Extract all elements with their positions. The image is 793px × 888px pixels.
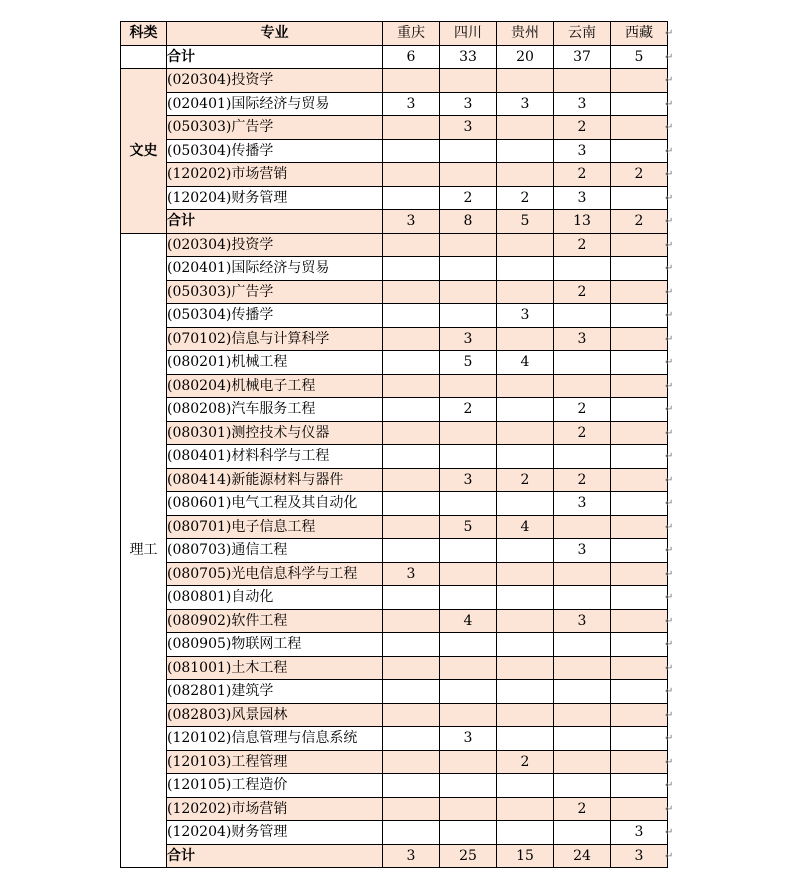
quota-value xyxy=(383,233,440,257)
table-row xyxy=(121,609,668,633)
table-row xyxy=(121,304,668,328)
group-total-value: 8 xyxy=(440,210,497,234)
quota-value xyxy=(383,186,440,210)
quota-value: 2 xyxy=(554,398,611,422)
quota-value xyxy=(497,609,554,633)
grand-total-row xyxy=(121,45,668,69)
paragraph-mark-icon: ↵ xyxy=(665,474,674,486)
header-province: 重庆 xyxy=(383,22,440,46)
quota-value: 3 xyxy=(554,492,611,516)
major-name: (020401)国际经济与贸易 xyxy=(167,257,383,281)
quota-value xyxy=(611,304,668,328)
grand-total-value: 6 xyxy=(383,45,440,69)
major-name: (080801)自动化 xyxy=(167,586,383,610)
quota-value xyxy=(383,280,440,304)
header-province: 云南 xyxy=(554,22,611,46)
quota-value xyxy=(611,257,668,281)
group-total-value: 3 xyxy=(611,844,668,868)
paragraph-mark-icon: ↵ xyxy=(665,286,674,298)
quota-value: 2 xyxy=(554,116,611,140)
quota-value xyxy=(383,492,440,516)
table-row xyxy=(121,421,668,445)
quota-value xyxy=(440,797,497,821)
quota-value: 2 xyxy=(554,233,611,257)
paragraph-mark-icon: ↵ xyxy=(665,827,674,838)
major-name: (081001)土木工程 xyxy=(167,656,383,680)
major-name: (120202)市场营销 xyxy=(167,797,383,821)
paragraph-mark-icon: ↵ xyxy=(665,615,674,627)
quota-value xyxy=(440,821,497,845)
quota-value xyxy=(440,586,497,610)
major-name: (050303)广告学 xyxy=(167,280,383,304)
quota-value xyxy=(383,821,440,845)
quota-value xyxy=(611,797,668,821)
table-row xyxy=(121,374,668,398)
quota-value xyxy=(611,492,668,516)
quota-value xyxy=(497,797,554,821)
table-row xyxy=(121,257,668,281)
quota-value xyxy=(497,633,554,657)
major-name: (082803)风景园林 xyxy=(167,703,383,727)
category-cell: 文史 xyxy=(121,69,167,234)
quota-value xyxy=(554,727,611,751)
quota-value xyxy=(611,539,668,563)
quota-value xyxy=(497,492,554,516)
header-province: 四川 xyxy=(440,22,497,46)
paragraph-mark-icon: ↵ xyxy=(665,192,674,204)
paragraph-mark-icon: ↵ xyxy=(665,545,674,556)
major-name: (120204)财务管理 xyxy=(167,186,383,210)
header-province: 贵州 xyxy=(497,22,554,46)
quota-value xyxy=(611,233,668,257)
quota-value: 2 xyxy=(554,163,611,187)
paragraph-mark-icon: ↵ xyxy=(665,28,674,39)
quota-value xyxy=(383,327,440,351)
major-name: (120102)信息管理与信息系统 xyxy=(167,727,383,751)
paragraph-mark-icon: ↵ xyxy=(665,427,674,439)
table-row xyxy=(121,445,668,469)
paragraph-mark-icon: ↵ xyxy=(665,803,674,815)
paragraph-mark-icon: ↵ xyxy=(665,756,674,768)
quota-value xyxy=(497,539,554,563)
quota-value: 4 xyxy=(497,515,554,539)
quota-value: 2 xyxy=(497,186,554,210)
paragraph-mark-icon: ↵ xyxy=(665,239,674,251)
empty-category-cell xyxy=(121,45,167,69)
table-row xyxy=(121,774,668,798)
paragraph-mark-icon: ↵ xyxy=(665,709,674,721)
grand-total-value: 20 xyxy=(497,45,554,69)
quota-value xyxy=(611,398,668,422)
paragraph-mark-icon: ↵ xyxy=(665,686,674,697)
quota-value xyxy=(440,139,497,163)
quota-value xyxy=(383,304,440,328)
major-name: (050304)传播学 xyxy=(167,139,383,163)
table-row xyxy=(121,586,668,610)
quota-value xyxy=(383,421,440,445)
quota-value xyxy=(554,562,611,586)
major-name: (070102)信息与计算科学 xyxy=(167,327,383,351)
table-row xyxy=(121,116,668,140)
major-name: (080902)软件工程 xyxy=(167,609,383,633)
major-name: (080301)测控技术与仪器 xyxy=(167,421,383,445)
quota-value: 3 xyxy=(440,92,497,116)
quota-value xyxy=(383,398,440,422)
quota-value xyxy=(611,280,668,304)
paragraph-mark-icon: ↵ xyxy=(665,357,674,368)
quota-value xyxy=(497,656,554,680)
quota-value: 2 xyxy=(554,421,611,445)
paragraph-mark-icon: ↵ xyxy=(665,592,674,603)
major-name: (020401)国际经济与贸易 xyxy=(167,92,383,116)
header-province: 西藏 xyxy=(611,22,668,46)
quota-value: 5 xyxy=(440,351,497,375)
paragraph-mark-icon: ↵ xyxy=(665,380,674,392)
major-name: (120204)财务管理 xyxy=(167,821,383,845)
quota-value: 5 xyxy=(440,515,497,539)
quota-value xyxy=(440,233,497,257)
quota-value xyxy=(611,656,668,680)
paragraph-mark-icon: ↵ xyxy=(665,404,674,415)
quota-value: 3 xyxy=(440,727,497,751)
quota-value xyxy=(497,257,554,281)
major-name: (080701)电子信息工程 xyxy=(167,515,383,539)
quota-value: 3 xyxy=(611,821,668,845)
quota-value xyxy=(611,750,668,774)
quota-value xyxy=(554,257,611,281)
quota-value xyxy=(440,257,497,281)
major-name: (080905)物联网工程 xyxy=(167,633,383,657)
quota-value xyxy=(440,492,497,516)
quota-value xyxy=(383,633,440,657)
quota-value xyxy=(440,280,497,304)
quota-value xyxy=(611,774,668,798)
header-category: 科类 xyxy=(121,22,167,46)
quota-value: 3 xyxy=(383,92,440,116)
group-total-row xyxy=(121,210,668,234)
group-total-value: 25 xyxy=(440,844,497,868)
quota-value xyxy=(440,680,497,704)
quota-value xyxy=(383,468,440,492)
paragraph-mark-icon: ↵ xyxy=(665,169,674,180)
quota-value xyxy=(383,515,440,539)
paragraph-mark-icon: ↵ xyxy=(665,568,674,580)
major-name: (020304)投资学 xyxy=(167,69,383,93)
quota-value xyxy=(611,445,668,469)
quota-value xyxy=(611,680,668,704)
major-name: (080705)光电信息科学与工程 xyxy=(167,562,383,586)
group-total-label: 合计 xyxy=(167,844,383,868)
quota-value xyxy=(554,633,611,657)
table-row xyxy=(121,139,668,163)
paragraph-mark-icon: ↵ xyxy=(665,75,674,86)
table-row xyxy=(121,69,668,93)
paragraph-mark-icon: ↵ xyxy=(665,333,674,345)
quota-value xyxy=(497,163,554,187)
major-name: (080201)机械工程 xyxy=(167,351,383,375)
paragraph-mark-icon: ↵ xyxy=(665,733,674,744)
quota-value xyxy=(383,257,440,281)
paragraph-mark-icon: ↵ xyxy=(665,98,674,110)
quota-value xyxy=(554,774,611,798)
paragraph-mark-icon: ↵ xyxy=(665,850,674,862)
quota-value xyxy=(497,821,554,845)
quota-value xyxy=(611,92,668,116)
table-row xyxy=(121,186,668,210)
table-row xyxy=(121,797,668,821)
quota-value xyxy=(440,374,497,398)
quota-value: 2 xyxy=(611,163,668,187)
quota-value xyxy=(440,539,497,563)
quota-value xyxy=(611,609,668,633)
group-total-value: 3 xyxy=(383,210,440,234)
group-total-value: 2 xyxy=(611,210,668,234)
major-name: (080208)汽车服务工程 xyxy=(167,398,383,422)
major-name: (120105)工程造价 xyxy=(167,774,383,798)
major-name: (020304)投资学 xyxy=(167,233,383,257)
quota-value: 3 xyxy=(554,92,611,116)
quota-value xyxy=(383,445,440,469)
major-name: (120202)市场营销 xyxy=(167,163,383,187)
quota-value xyxy=(383,774,440,798)
group-total-value: 3 xyxy=(383,844,440,868)
quota-value xyxy=(383,351,440,375)
quota-value xyxy=(440,421,497,445)
group-total-value: 15 xyxy=(497,844,554,868)
quota-value xyxy=(497,703,554,727)
quota-value xyxy=(611,139,668,163)
quota-value xyxy=(554,445,611,469)
quota-value: 3 xyxy=(383,562,440,586)
quota-value xyxy=(497,586,554,610)
quota-value xyxy=(497,69,554,93)
major-name: (082801)建筑学 xyxy=(167,680,383,704)
quota-value: 4 xyxy=(440,609,497,633)
header-row xyxy=(121,22,668,46)
table-row xyxy=(121,821,668,845)
quota-value xyxy=(611,351,668,375)
quota-value: 3 xyxy=(554,139,611,163)
quota-value xyxy=(440,69,497,93)
grand-total-value: 33 xyxy=(440,45,497,69)
quota-value: 2 xyxy=(497,468,554,492)
quota-value xyxy=(440,304,497,328)
quota-value xyxy=(440,774,497,798)
quota-value xyxy=(497,680,554,704)
major-name: (080601)电气工程及其自动化 xyxy=(167,492,383,516)
quota-value xyxy=(554,586,611,610)
quota-value xyxy=(611,703,668,727)
category-cell: 理工 xyxy=(121,233,167,868)
quota-value xyxy=(554,69,611,93)
quota-value xyxy=(611,421,668,445)
quota-value xyxy=(611,327,668,351)
quota-value xyxy=(611,69,668,93)
paragraph-mark-icon: ↵ xyxy=(665,498,674,509)
quota-value xyxy=(383,116,440,140)
quota-value xyxy=(554,351,611,375)
table-row xyxy=(121,750,668,774)
table-row xyxy=(121,468,668,492)
table-row xyxy=(121,562,668,586)
quota-value xyxy=(497,327,554,351)
quota-value xyxy=(611,374,668,398)
quota-value xyxy=(383,163,440,187)
paragraph-mark-icon: ↵ xyxy=(665,145,674,157)
group-total-value: 5 xyxy=(497,210,554,234)
paragraph-mark-icon: ↵ xyxy=(665,639,674,650)
table-row xyxy=(121,633,668,657)
group-total-value: 13 xyxy=(554,210,611,234)
quota-value xyxy=(440,703,497,727)
table-row xyxy=(121,703,668,727)
quota-value xyxy=(497,421,554,445)
paragraph-mark-icon: ↵ xyxy=(665,780,674,791)
quota-value xyxy=(554,304,611,328)
quota-value xyxy=(383,750,440,774)
quota-value: 3 xyxy=(497,92,554,116)
paragraph-mark-icon: ↵ xyxy=(665,216,674,227)
table-row xyxy=(121,656,668,680)
quota-value xyxy=(497,562,554,586)
quota-value xyxy=(611,633,668,657)
quota-value: 3 xyxy=(554,327,611,351)
paragraph-mark-icon: ↵ xyxy=(665,451,674,462)
major-name: (080703)通信工程 xyxy=(167,539,383,563)
table-row xyxy=(121,163,668,187)
table-row xyxy=(121,351,668,375)
quota-value xyxy=(611,186,668,210)
quota-value xyxy=(554,656,611,680)
table-row xyxy=(121,539,668,563)
quota-value xyxy=(440,562,497,586)
quota-value xyxy=(383,680,440,704)
quota-value xyxy=(440,750,497,774)
quota-value xyxy=(497,280,554,304)
quota-value xyxy=(497,398,554,422)
major-name: (050303)广告学 xyxy=(167,116,383,140)
quota-value xyxy=(554,374,611,398)
quota-value xyxy=(497,445,554,469)
quota-value xyxy=(554,750,611,774)
quota-value xyxy=(383,656,440,680)
quota-value: 2 xyxy=(440,186,497,210)
quota-value xyxy=(440,656,497,680)
group-total-label: 合计 xyxy=(167,210,383,234)
quota-value: 2 xyxy=(554,797,611,821)
table-row xyxy=(121,492,668,516)
paragraph-mark-icon: ↵ xyxy=(665,662,674,674)
quota-value xyxy=(554,680,611,704)
quota-value xyxy=(440,445,497,469)
table-row xyxy=(121,280,668,304)
header-major: 专业 xyxy=(167,22,383,46)
quota-value: 3 xyxy=(554,539,611,563)
quota-value: 3 xyxy=(440,468,497,492)
paragraph-mark-icon: ↵ xyxy=(665,310,674,321)
quota-value xyxy=(611,515,668,539)
major-name: (080401)材料科学与工程 xyxy=(167,445,383,469)
major-name: (080204)机械电子工程 xyxy=(167,374,383,398)
quota-value xyxy=(383,727,440,751)
table-row xyxy=(121,92,668,116)
table-row xyxy=(121,233,668,257)
grand-total-value: 5 xyxy=(611,45,668,69)
quota-value: 2 xyxy=(554,280,611,304)
grand-total-label: 合计 xyxy=(167,45,383,69)
quota-value xyxy=(497,774,554,798)
quota-value xyxy=(497,139,554,163)
quota-value xyxy=(554,821,611,845)
quota-value xyxy=(554,515,611,539)
enrollment-plan-table xyxy=(120,21,668,868)
quota-value xyxy=(383,374,440,398)
quota-value: 2 xyxy=(497,750,554,774)
quota-value: 2 xyxy=(554,468,611,492)
quota-value xyxy=(611,562,668,586)
grand-total-value: 37 xyxy=(554,45,611,69)
table-row xyxy=(121,327,668,351)
quota-value xyxy=(383,703,440,727)
quota-value xyxy=(383,69,440,93)
group-total-value: 24 xyxy=(554,844,611,868)
quota-value xyxy=(611,116,668,140)
group-total-row xyxy=(121,844,668,868)
major-name: (080414)新能源材料与器件 xyxy=(167,468,383,492)
major-name: (120103)工程管理 xyxy=(167,750,383,774)
quota-value xyxy=(383,539,440,563)
quota-value xyxy=(440,633,497,657)
table-row xyxy=(121,727,668,751)
quota-value xyxy=(611,468,668,492)
quota-value xyxy=(383,139,440,163)
quota-value: 4 xyxy=(497,351,554,375)
quota-value xyxy=(383,586,440,610)
quota-value xyxy=(497,233,554,257)
quota-value: 2 xyxy=(440,398,497,422)
quota-value xyxy=(497,116,554,140)
paragraph-mark-icon: ↵ xyxy=(665,122,674,133)
quota-value xyxy=(497,727,554,751)
table-row xyxy=(121,398,668,422)
quota-value: 3 xyxy=(497,304,554,328)
major-name: (050304)传播学 xyxy=(167,304,383,328)
quota-value xyxy=(554,703,611,727)
paragraph-mark-icon: ↵ xyxy=(665,51,674,63)
quota-value xyxy=(383,609,440,633)
quota-value: 3 xyxy=(554,186,611,210)
table-row xyxy=(121,680,668,704)
quota-value xyxy=(383,797,440,821)
quota-value xyxy=(611,727,668,751)
quota-value: 3 xyxy=(440,116,497,140)
quota-value: 3 xyxy=(554,609,611,633)
paragraph-mark-icon: ↵ xyxy=(665,263,674,274)
quota-value xyxy=(497,374,554,398)
quota-value xyxy=(611,586,668,610)
quota-value: 3 xyxy=(440,327,497,351)
quota-value xyxy=(440,163,497,187)
paragraph-mark-icon: ↵ xyxy=(665,521,674,533)
table-row xyxy=(121,515,668,539)
